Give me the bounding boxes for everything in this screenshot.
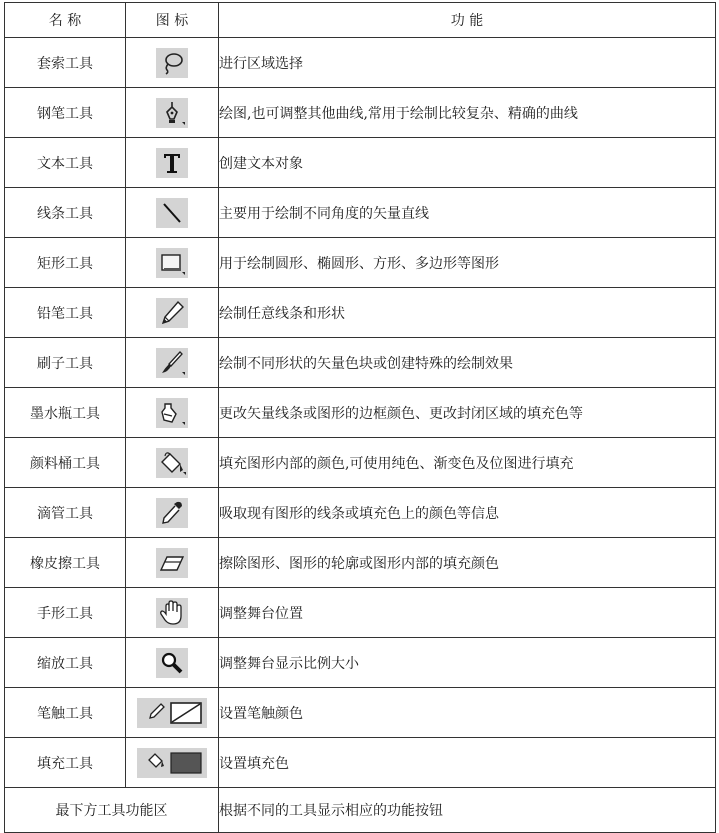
table-row (5, 38, 716, 88)
tool-function: 用于绘制圆形、椭圆形、方形、多边形等图形 (219, 238, 716, 288)
table-row (5, 88, 716, 138)
fill-color-icon (137, 748, 207, 778)
table-row (5, 638, 716, 688)
table-row (5, 288, 716, 338)
tool-function: 绘图,也可调整其他曲线,常用于绘制比较复杂、精确的曲线 (219, 88, 716, 138)
tool-name: 刷子工具 (5, 338, 126, 388)
tool-function: 填充图形内部的颜色,可使用纯色、渐变色及位图进行填充 (219, 438, 716, 488)
hand-icon (156, 598, 188, 628)
tool-function: 进行区域选择 (219, 38, 716, 88)
header-name: 名 称 (5, 3, 126, 38)
tool-function: 设置笔触颜色 (219, 688, 716, 738)
eyedropper-icon (156, 498, 188, 528)
tool-function: 主要用于绘制不同角度的矢量直线 (219, 188, 716, 238)
tool-name: 颜料桶工具 (5, 438, 126, 488)
tool-function: 擦除图形、图形的轮廓或图形内部的填充颜色 (219, 538, 716, 588)
zoom-icon (156, 648, 188, 678)
header-row (5, 3, 716, 38)
header-function: 功 能 (219, 3, 716, 38)
pen-icon (156, 98, 188, 128)
text-icon (156, 148, 188, 178)
ink-bottle-icon (156, 398, 188, 428)
tool-name: 橡皮擦工具 (5, 538, 126, 588)
table-row (5, 388, 716, 438)
tool-name: 手形工具 (5, 588, 126, 638)
tool-name: 文本工具 (5, 138, 126, 188)
pencil-icon (156, 298, 188, 328)
line-icon (156, 198, 188, 228)
table-row (5, 488, 716, 538)
paint-bucket-icon (156, 448, 188, 478)
footer-name: 最下方工具功能区 (5, 788, 219, 833)
tool-name: 矩形工具 (5, 238, 126, 288)
tool-name: 线条工具 (5, 188, 126, 238)
table-row (5, 588, 716, 638)
tool-function: 更改矢量线条或图形的边框颜色、更改封闭区域的填充色等 (219, 388, 716, 438)
table-row (5, 188, 716, 238)
table-row (5, 338, 716, 388)
tools-table (4, 2, 716, 833)
tool-function: 创建文本对象 (219, 138, 716, 188)
table-row (5, 238, 716, 288)
table-row (5, 138, 716, 188)
tool-function: 设置填充色 (219, 738, 716, 788)
tool-name: 钢笔工具 (5, 88, 126, 138)
tool-name: 套索工具 (5, 38, 126, 88)
footer-function: 根据不同的工具显示相应的功能按钮 (219, 788, 716, 833)
tool-name: 滴管工具 (5, 488, 126, 538)
eraser-icon (156, 548, 188, 578)
table-row (5, 738, 716, 788)
tool-name: 笔触工具 (5, 688, 126, 738)
lasso-icon (156, 48, 188, 78)
tool-name: 填充工具 (5, 738, 126, 788)
brush-icon (156, 348, 188, 378)
tool-function: 吸取现有图形的线条或填充色上的颜色等信息 (219, 488, 716, 538)
tool-name: 铅笔工具 (5, 288, 126, 338)
tool-function: 调整舞台显示比例大小 (219, 638, 716, 688)
tool-function: 绘制不同形状的矢量色块或创建特殊的绘制效果 (219, 338, 716, 388)
tool-name: 缩放工具 (5, 638, 126, 688)
table-row (5, 688, 716, 738)
table-row (5, 438, 716, 488)
stroke-color-icon (137, 698, 207, 728)
tool-function: 绘制任意线条和形状 (219, 288, 716, 338)
table-row (5, 538, 716, 588)
tool-name: 墨水瓶工具 (5, 388, 126, 438)
rectangle-icon (156, 248, 188, 278)
header-icon: 图 标 (126, 3, 219, 38)
table-row (5, 788, 716, 833)
tool-function: 调整舞台位置 (219, 588, 716, 638)
